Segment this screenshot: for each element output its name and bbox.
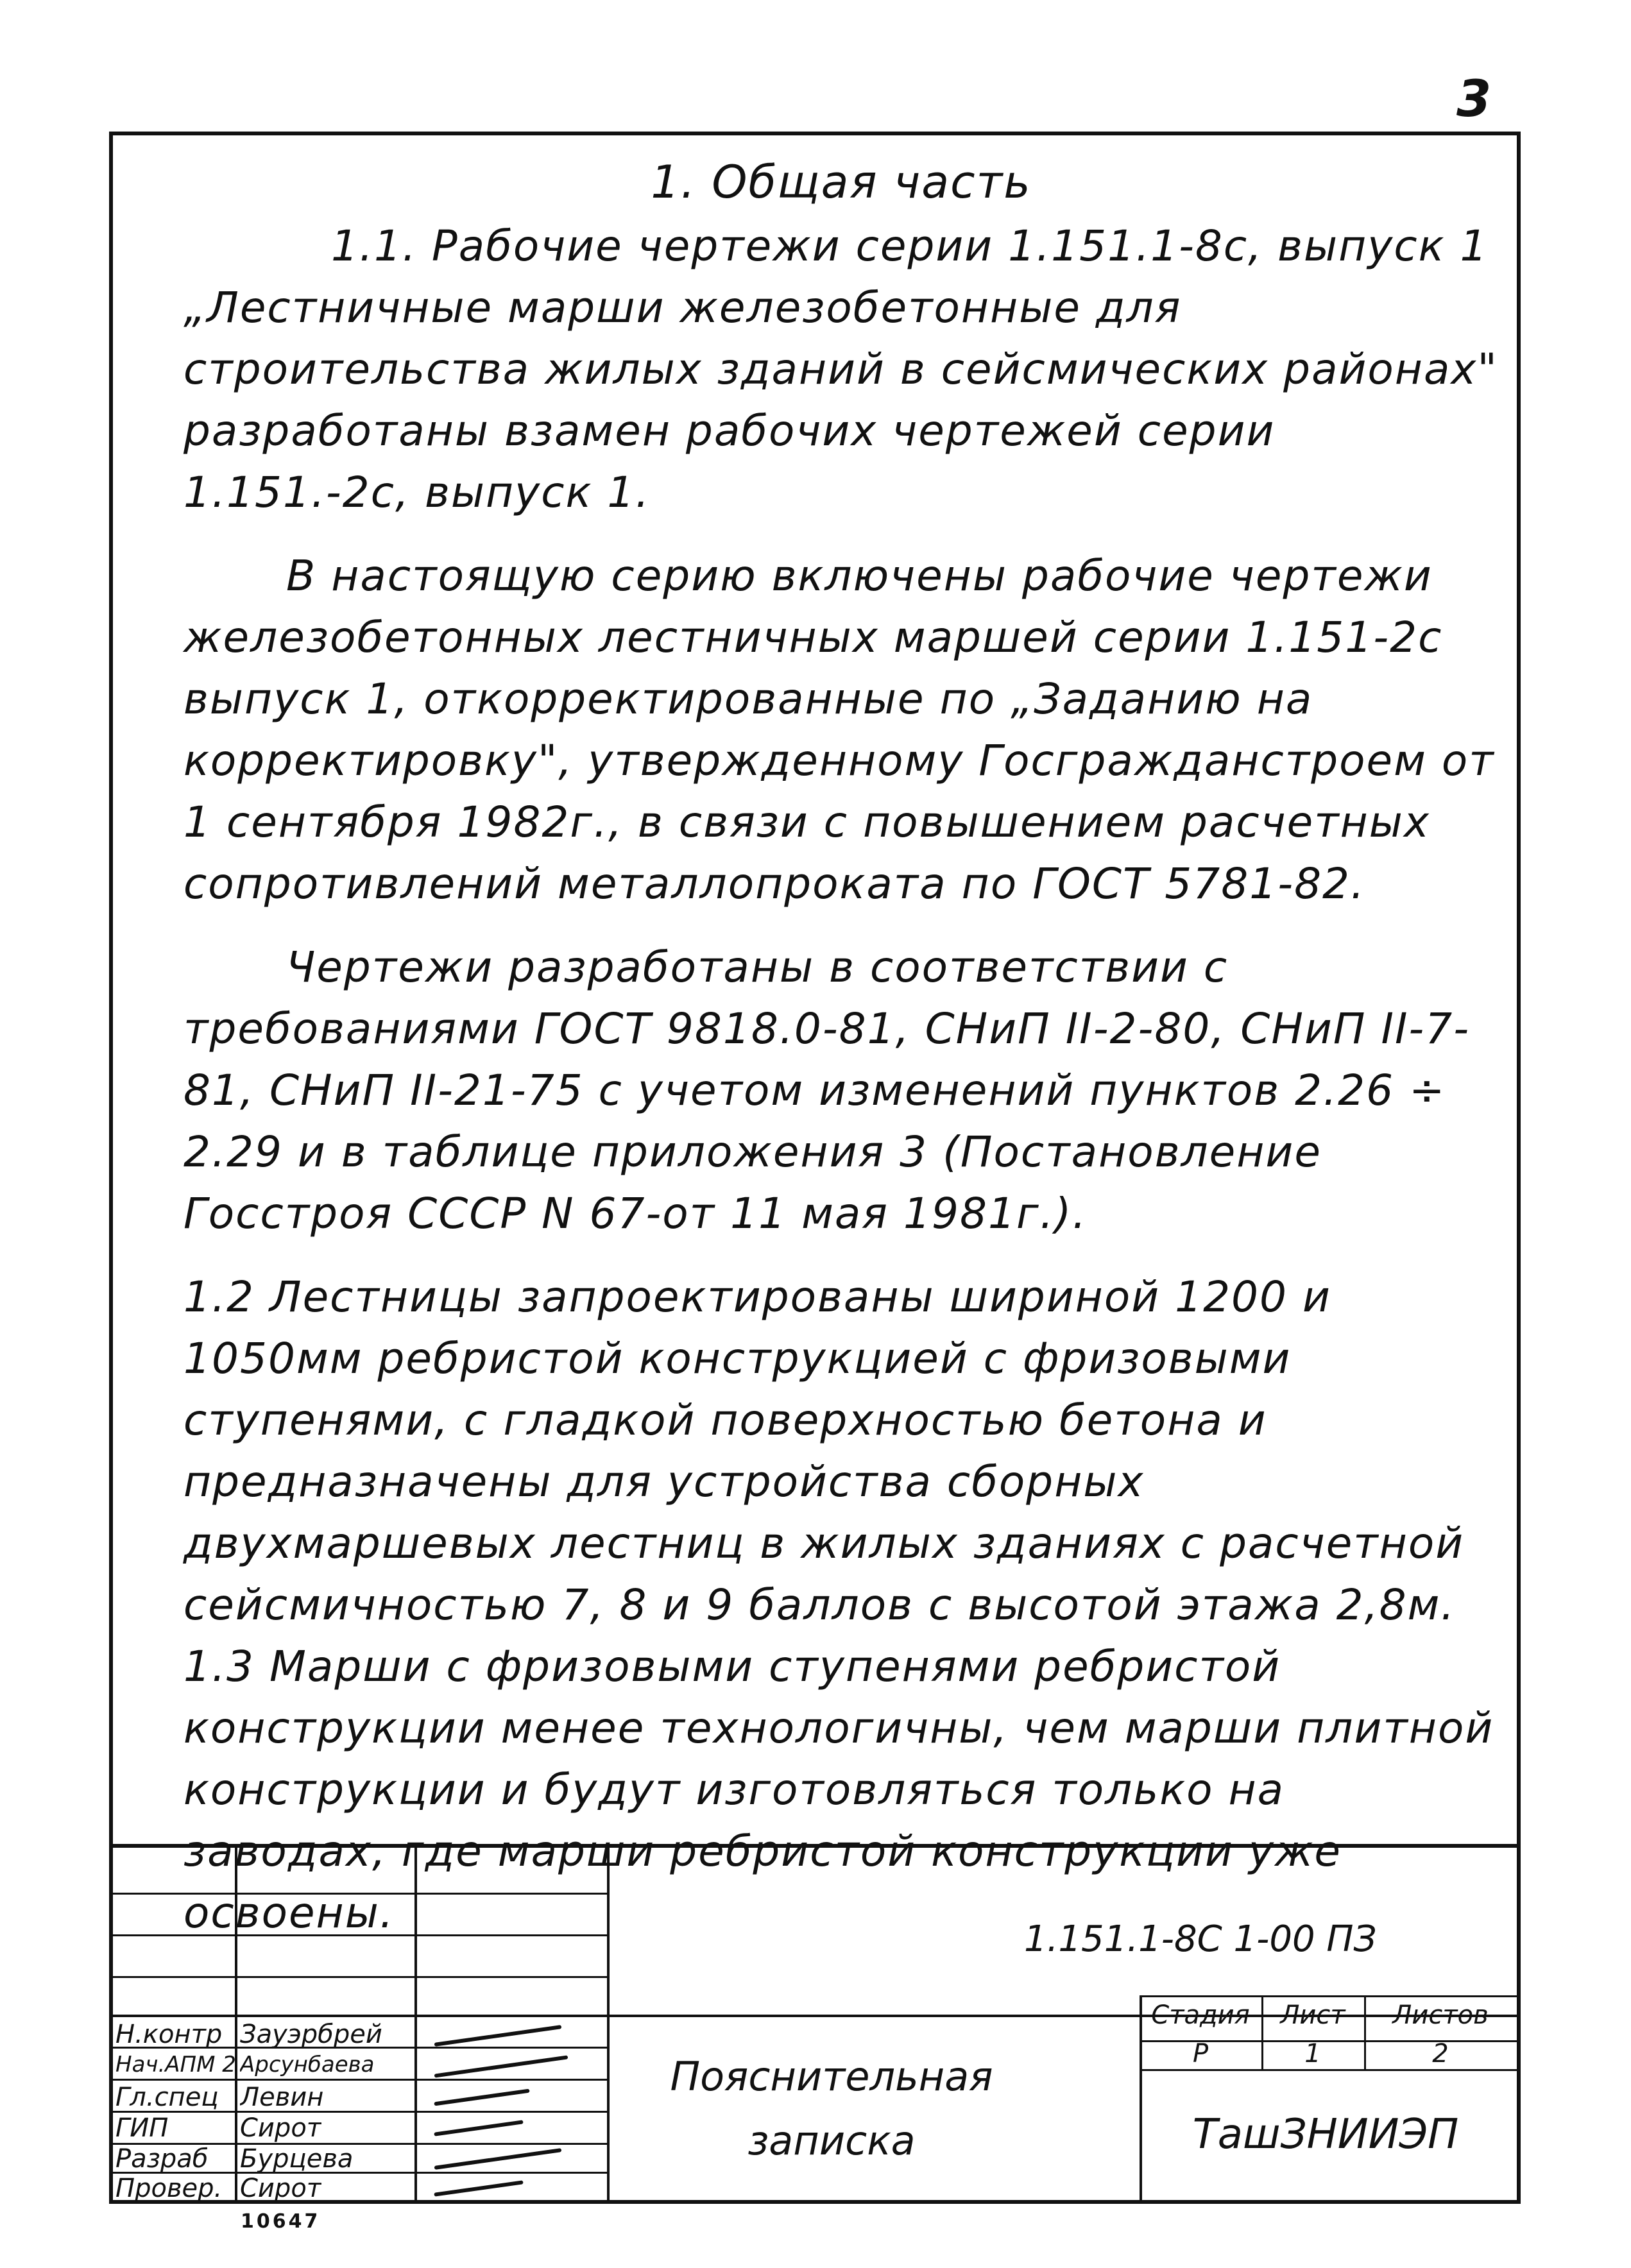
stamp-name-2: Арсунбаева (240, 2052, 375, 2077)
signature-6 (434, 2180, 523, 2196)
stage-header: Стадия (1151, 2000, 1250, 2030)
stamp-name-1: Зауэрбрей (240, 2020, 382, 2049)
document-title-line-1: Пояснительная (670, 2053, 993, 2100)
title-block (113, 1844, 1517, 2203)
document-title-line-2: записка (747, 2117, 916, 2164)
sheet-value: 1 (1304, 2039, 1321, 2068)
paragraph-series-contents: В настоящую серию включены рабочие чертежи железобетонных лестничных маршей серии 1.151-2с выпуск 1, откорректированные по „Заданию на корректировку", утвержденному Госгражданстроем от 1 сентября 1982г., в связи с повышением расчетных сопротивлений металлопроката по ГОСТ 5781-82. (184, 551, 1510, 908)
drawing-frame (109, 132, 1521, 2204)
stamp-role-4: ГИП (115, 2113, 169, 2143)
signature-2 (434, 2055, 568, 2077)
stamp-role-2: Нач.АПМ 2 (115, 2052, 236, 2077)
signature-3 (434, 2089, 529, 2106)
stamp-role-1: Н.контр (115, 2020, 223, 2049)
signature-1 (434, 2025, 562, 2047)
organization: ТашЗНИИЭП (1192, 2111, 1459, 2158)
sheets-value: 2 (1432, 2039, 1449, 2068)
stamp-role-3: Гл.спец (115, 2083, 219, 2112)
sheet-header: Лист (1280, 2000, 1345, 2030)
document-code: 1.151.1-8С 1-00 ПЗ (1024, 1918, 1377, 1960)
stamp-name-6: Сирот (240, 2174, 322, 2203)
stamp-role-6: Провер. (115, 2174, 223, 2203)
item-1-3: 1.3 Марши с фризовыми ступенями ребристой конструкции менее технологичны, чем марши плитной конструкции и будут изготовляться только на заводах, где марши ребристой конструкции уже освоены. (184, 1642, 1509, 1938)
paragraph-standards: Чертежи разработаны в соответствии с требованиями ГОСТ 9818.0-81, СНиП II-2-80, СНиП II-7-81, СНиП II-21-75 с учетом изменений пунктов 2.26 ÷ 2.29 и в таблице приложения 3 (Постановление Госстроя СССР N 67-от 11 мая 1981г.). (184, 942, 1471, 1238)
archive-number: 10647 (241, 2210, 321, 2233)
signature-5 (434, 2148, 562, 2170)
signature-4 (434, 2120, 523, 2136)
stamp-name-5: Бурцева (240, 2144, 354, 2174)
sheet-number: 3 (1456, 71, 1492, 128)
item-1-2: 1.2 Лестницы запроектированы шириной 1200 и 1050мм ребристой конструкцией с фризовыми ступенями, с гладкой поверхностью бетона и предназначены для устройства сборных двухмаршевых лестниц в жилых зданиях с расчетной сейсмичностью 7, 8 и 9 баллов с высотой этажа 2,8м. (184, 1272, 1480, 1630)
body-text (184, 151, 1513, 1944)
stamp-name-3: Левин (240, 2083, 324, 2112)
paragraph-1-1: 1.1. Рабочие чертежи серии 1.151.1-8с, выпуск 1 „Лестничные марши железобетонные для строительства жилых зданий в сейсмических районах" разработаны взамен рабочих чертежей серии 1.151.-2с, выпуск 1. (184, 221, 1513, 517)
stamp-role-5: Разраб (115, 2144, 209, 2174)
section-title: 1. Общая часть (651, 156, 1032, 209)
sheets-header: Листов (1392, 2000, 1489, 2030)
stage-value: Р (1192, 2039, 1209, 2068)
stamp-name-4: Сирот (240, 2113, 322, 2143)
